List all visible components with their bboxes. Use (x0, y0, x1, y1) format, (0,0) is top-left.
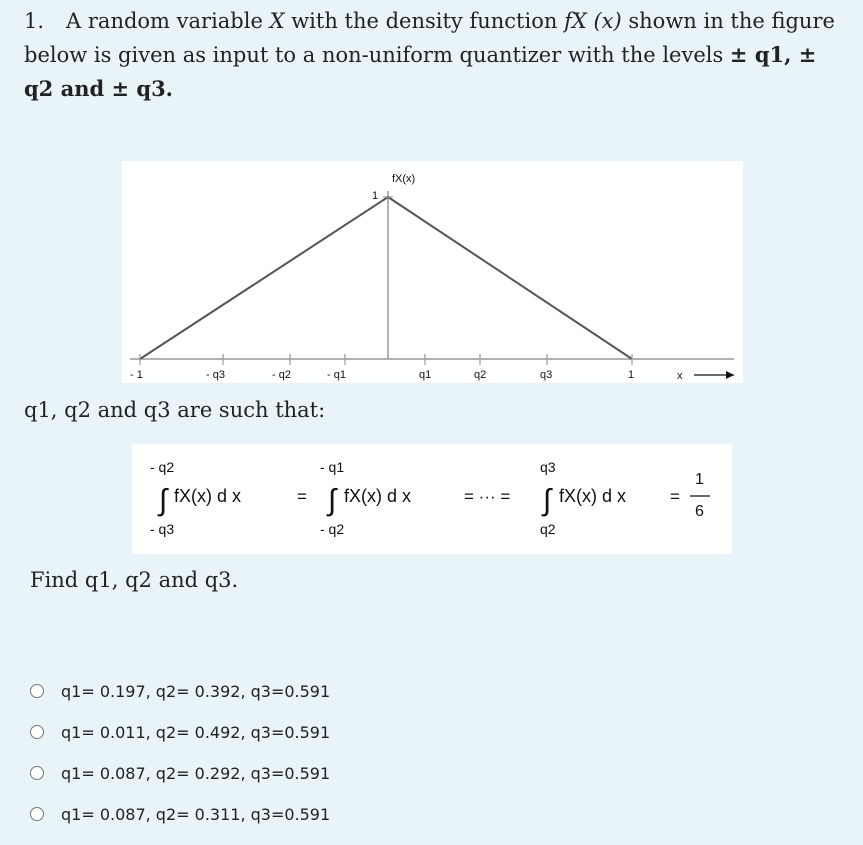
quantizer-levels: ± q1, ± q2 and ± q3. (24, 42, 817, 101)
integral-1-lower: - q3 (150, 521, 175, 537)
integral-1-sign: ∫ (159, 484, 168, 517)
radio-button-4[interactable] (30, 807, 44, 821)
answer-option-4-label: q1= 0.087, q2= 0.311, q3=0.591 (61, 804, 331, 824)
find-instruction: Find q1, q2 and q3. (30, 568, 239, 592)
fraction-numerator: 1 (695, 471, 704, 488)
tick-label-q3: q3 (540, 369, 553, 381)
integral-1-upper: - q2 (150, 459, 175, 475)
integral-1-body: fX(x) d x (174, 486, 242, 506)
tick-label-q1: q1 (419, 369, 432, 381)
integral-equation (132, 444, 732, 554)
density-figure (122, 161, 743, 383)
radio-button-2[interactable] (30, 725, 44, 739)
question-number: 1. (24, 9, 45, 33)
answer-option-2-label: q1= 0.011, q2= 0.492, q3=0.591 (61, 722, 331, 742)
peak-label: 1 (372, 190, 379, 202)
tick-label-neg-q3: - q3 (206, 369, 225, 381)
integral-2-sign: ∫ (328, 484, 337, 517)
tick-label-neg-q1: - q1 (327, 369, 346, 381)
integral-2-lower: - q2 (320, 521, 345, 537)
integral-3-lower: q2 (540, 521, 556, 537)
integral-3-sign: ∫ (543, 484, 552, 517)
answer-option-3-label: q1= 0.087, q2= 0.292, q3=0.591 (61, 763, 331, 783)
answer-option-1-label: q1= 0.197, q2= 0.392, q3=0.591 (61, 681, 331, 701)
answer-option-1[interactable] (30, 681, 330, 701)
tick-label-neg-q2: - q2 (272, 369, 291, 381)
x-arrow-head (726, 371, 734, 379)
answer-options (30, 681, 330, 845)
answer-option-2[interactable] (30, 722, 330, 742)
x-axis-label: x (677, 370, 683, 382)
tick-label-neg1: - 1 (130, 369, 143, 381)
answer-option-3[interactable] (30, 763, 330, 783)
integral-3-body: fX(x) d x (559, 486, 627, 506)
integral-3-upper: q3 (540, 459, 556, 475)
radio-button-3[interactable] (30, 766, 44, 780)
ellipsis: = ··· = (464, 487, 511, 506)
condition-intro: q1, q2 and q3 are such that: (24, 398, 326, 422)
question-text: 1. A random variable X with the density function fX (x) shown in the figure below is given as input to a non-uniform quantizer with the levels ± q1, ± q2 and ± q3. (24, 9, 835, 101)
radio-button-1[interactable] (30, 684, 44, 698)
equals-2: = (670, 487, 680, 506)
fraction-denominator: 6 (695, 503, 704, 520)
equals-1: = (297, 487, 307, 506)
integral-2-body: fX(x) d x (344, 486, 412, 506)
tick-label-q2: q2 (474, 369, 487, 381)
density-curve (140, 197, 632, 359)
tick-label-pos1: 1 (628, 369, 635, 381)
answer-option-4[interactable] (30, 804, 330, 824)
integral-2-upper: - q1 (320, 459, 345, 475)
func-label: fX(x) (392, 173, 416, 185)
